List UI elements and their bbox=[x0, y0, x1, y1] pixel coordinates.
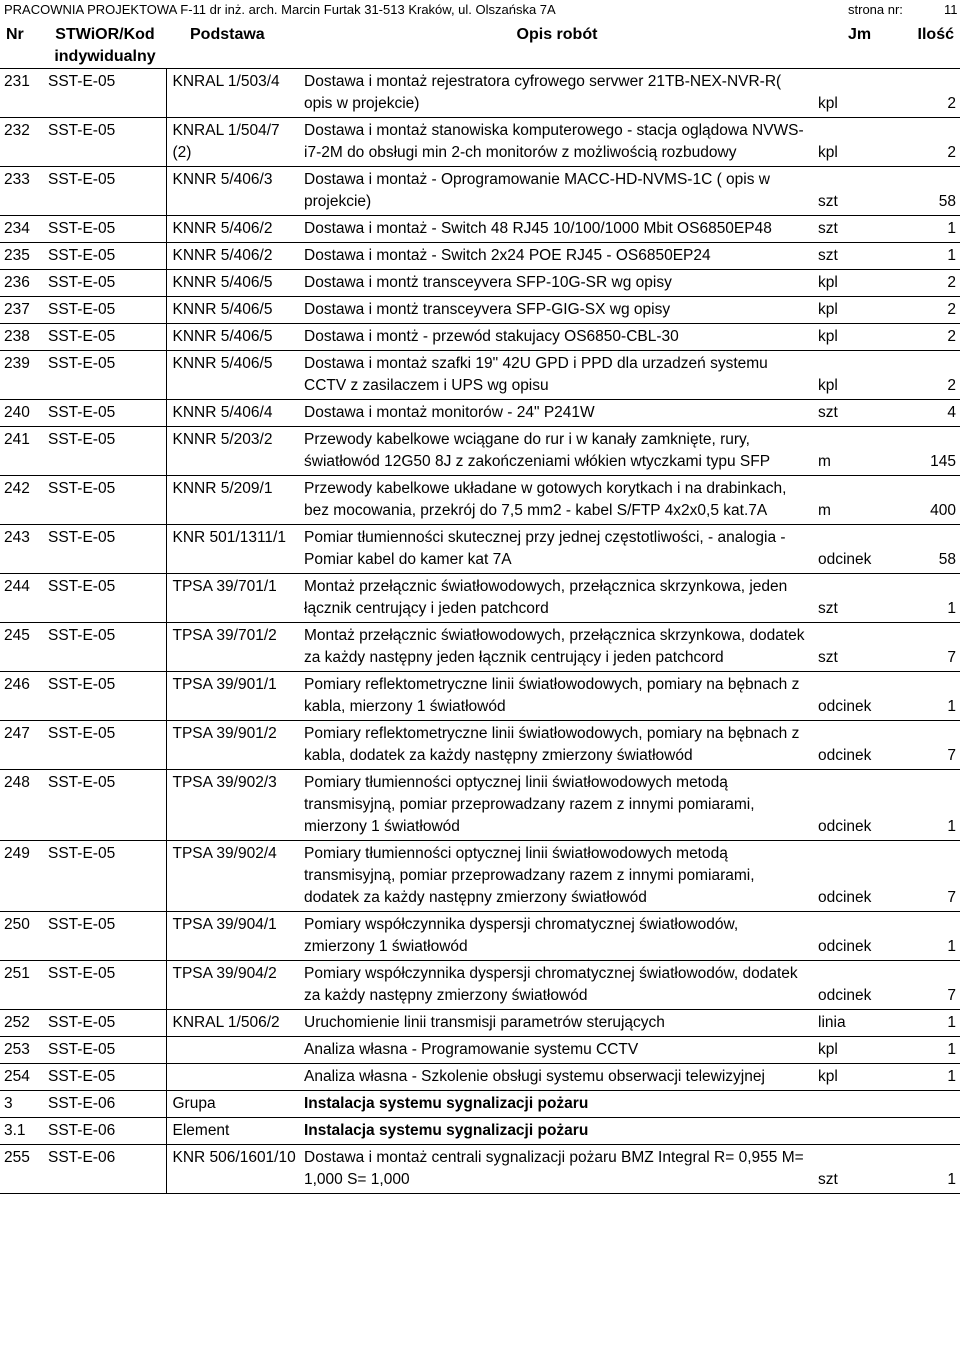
cell-jm: odcinek bbox=[814, 525, 908, 574]
table-row bbox=[0, 1010, 960, 1037]
cell-opis: Pomiary współczynnika dyspersji chromatycznej światłowodów, dodatek za każdy następny zmierzony światłowód bbox=[300, 961, 814, 1010]
cell-ilosc: 58 bbox=[908, 525, 960, 574]
cell-nr: 232 bbox=[0, 118, 44, 167]
table-row bbox=[0, 216, 960, 243]
table-row bbox=[0, 961, 960, 1010]
cell-kod: SST-E-05 bbox=[44, 216, 166, 243]
page-number-label: strona nr: bbox=[848, 2, 903, 17]
table-row bbox=[0, 841, 960, 912]
table-row bbox=[0, 270, 960, 297]
cell-kod: SST-E-05 bbox=[44, 574, 166, 623]
table-row bbox=[0, 1091, 960, 1118]
firm-header-text: PRACOWNIA PROJEKTOWA F-11 dr inż. arch. Marcin Furtak 31-513 Kraków, ul. Olszańska 7A bbox=[4, 2, 556, 17]
column-header-jm: Jm bbox=[814, 22, 908, 69]
cell-ilosc: 1 bbox=[908, 1037, 960, 1064]
cell-opis: Dostawa i montż - przewód stakujacy OS6850-CBL-30 bbox=[300, 324, 814, 351]
column-header-nr: Nr bbox=[0, 22, 44, 69]
cell-ilosc: 4 bbox=[908, 400, 960, 427]
cell-ilosc: 7 bbox=[908, 961, 960, 1010]
cell-podstawa: KNNR 5/203/2 bbox=[166, 427, 300, 476]
page-number: 11 bbox=[944, 2, 958, 17]
cell-podstawa: KNNR 5/406/5 bbox=[166, 270, 300, 297]
table-body bbox=[0, 69, 960, 1194]
cell-kod: SST-E-05 bbox=[44, 476, 166, 525]
cell-ilosc: 7 bbox=[908, 721, 960, 770]
cell-ilosc: 2 bbox=[908, 69, 960, 118]
cell-ilosc: 58 bbox=[908, 167, 960, 216]
cell-opis: Dostawa i montaż rejestratora cyfrowego servwer 21TB-NEX-NVR-R( opis w projekcie) bbox=[300, 69, 814, 118]
cell-podstawa: TPSA 39/901/2 bbox=[166, 721, 300, 770]
cell-podstawa: TPSA 39/904/1 bbox=[166, 912, 300, 961]
cell-nr: 249 bbox=[0, 841, 44, 912]
cell-podstawa: KNNR 5/406/3 bbox=[166, 167, 300, 216]
cell-ilosc: 1 bbox=[908, 216, 960, 243]
cell-nr: 246 bbox=[0, 672, 44, 721]
cell-nr: 248 bbox=[0, 770, 44, 841]
cell-nr: 241 bbox=[0, 427, 44, 476]
cell-ilosc: 2 bbox=[908, 351, 960, 400]
table-row bbox=[0, 351, 960, 400]
cell-ilosc: 400 bbox=[908, 476, 960, 525]
cell-opis: Pomiary tłumienności optycznej linii światłowodowych metodą transmisyjną, pomiar przeprowadzany razem z innymi pomiarami, dodatek za każdy następny zmierzony światłowód bbox=[300, 841, 814, 912]
cell-nr: 251 bbox=[0, 961, 44, 1010]
cell-kod: SST-E-05 bbox=[44, 912, 166, 961]
table-row bbox=[0, 1064, 960, 1091]
cell-opis: Dostawa i montaż - Oprogramowanie MACC-HD-NVMS-1C ( opis w projekcie) bbox=[300, 167, 814, 216]
cell-opis: Pomiary tłumienności optycznej linii światłowodowych metodą transmisyjną, pomiar przeprowadzany razem z innymi pomiarami, mierzony 1 światłowód bbox=[300, 770, 814, 841]
cell-kod: SST-E-05 bbox=[44, 324, 166, 351]
cell-podstawa: TPSA 39/701/1 bbox=[166, 574, 300, 623]
cell-ilosc: 2 bbox=[908, 297, 960, 324]
cell-ilosc: 1 bbox=[908, 574, 960, 623]
cell-opis: Uruchomienie linii transmisji parametrów sterujących bbox=[300, 1010, 814, 1037]
cell-jm: szt bbox=[814, 167, 908, 216]
cell-jm: szt bbox=[814, 1145, 908, 1194]
cell-podstawa: Grupa bbox=[166, 1091, 300, 1118]
cell-jm: odcinek bbox=[814, 721, 908, 770]
cell-opis: Pomiary reflektometryczne linii światłowodowych, pomiary na bębnach z kabla, mierzony 1 światłowód bbox=[300, 672, 814, 721]
cell-kod: SST-E-05 bbox=[44, 770, 166, 841]
cell-kod: SST-E-05 bbox=[44, 351, 166, 400]
cell-jm: kpl bbox=[814, 270, 908, 297]
table-row bbox=[0, 770, 960, 841]
cell-jm: kpl bbox=[814, 297, 908, 324]
cell-kod: SST-E-05 bbox=[44, 1064, 166, 1091]
cell-jm: odcinek bbox=[814, 770, 908, 841]
cell-kod: SST-E-05 bbox=[44, 721, 166, 770]
cell-opis: Analiza własna - Programowanie systemu CCTV bbox=[300, 1037, 814, 1064]
cell-kod: SST-E-05 bbox=[44, 672, 166, 721]
cell-opis: Montaż przełącznic światłowodowych, przełącznica skrzynkowa, dodatek za każdy następny jeden łącznik centrujący i jeden patchcord bbox=[300, 623, 814, 672]
cell-kod: SST-E-05 bbox=[44, 270, 166, 297]
cell-jm: kpl bbox=[814, 69, 908, 118]
cell-nr: 255 bbox=[0, 1145, 44, 1194]
column-header-podstawa: Podstawa bbox=[166, 22, 300, 69]
table-row bbox=[0, 1118, 960, 1145]
cell-jm: kpl bbox=[814, 1037, 908, 1064]
cell-podstawa: KNNR 5/209/1 bbox=[166, 476, 300, 525]
page-header bbox=[0, 0, 960, 22]
cell-opis: Instalacja systemu sygnalizacji pożaru bbox=[300, 1091, 814, 1118]
cell-ilosc: 1 bbox=[908, 1010, 960, 1037]
cell-jm: odcinek bbox=[814, 672, 908, 721]
table-row bbox=[0, 167, 960, 216]
table-row bbox=[0, 427, 960, 476]
cell-nr: 233 bbox=[0, 167, 44, 216]
table-row bbox=[0, 476, 960, 525]
cell-jm: m bbox=[814, 476, 908, 525]
cell-podstawa: Element bbox=[166, 1118, 300, 1145]
table-row bbox=[0, 672, 960, 721]
cell-podstawa: TPSA 39/902/3 bbox=[166, 770, 300, 841]
cell-kod: SST-E-05 bbox=[44, 961, 166, 1010]
cell-jm: odcinek bbox=[814, 912, 908, 961]
table-row bbox=[0, 721, 960, 770]
cell-opis: Dostawa i montaż - Switch 2x24 POE RJ45 - OS6850EP24 bbox=[300, 243, 814, 270]
cell-kod: SST-E-05 bbox=[44, 243, 166, 270]
table-row bbox=[0, 324, 960, 351]
cell-ilosc: 2 bbox=[908, 324, 960, 351]
table-row bbox=[0, 1145, 960, 1194]
cell-podstawa: KNNR 5/406/5 bbox=[166, 351, 300, 400]
cell-opis: Dostawa i montż transceyvera SFP-GIG-SX wg opisy bbox=[300, 297, 814, 324]
cell-kod: SST-E-06 bbox=[44, 1145, 166, 1194]
cell-kod: SST-E-05 bbox=[44, 525, 166, 574]
cell-podstawa: TPSA 39/701/2 bbox=[166, 623, 300, 672]
cell-jm: szt bbox=[814, 623, 908, 672]
table-row bbox=[0, 400, 960, 427]
cell-ilosc: 1 bbox=[908, 1145, 960, 1194]
cell-opis: Pomiary współczynnika dyspersji chromatycznej światłowodów, zmierzony 1 światłowód bbox=[300, 912, 814, 961]
table-header-row bbox=[0, 22, 960, 69]
cell-podstawa: KNRAL 1/506/2 bbox=[166, 1010, 300, 1037]
cell-jm: m bbox=[814, 427, 908, 476]
cell-opis: Montaż przełącznic światłowodowych, przełącznica skrzynkowa, jeden łącznik centrujący i jeden patchcord bbox=[300, 574, 814, 623]
cell-nr: 254 bbox=[0, 1064, 44, 1091]
cell-jm: linia bbox=[814, 1010, 908, 1037]
cell-nr: 247 bbox=[0, 721, 44, 770]
table-row bbox=[0, 69, 960, 118]
table-row bbox=[0, 912, 960, 961]
cell-nr: 231 bbox=[0, 69, 44, 118]
cell-kod: SST-E-05 bbox=[44, 400, 166, 427]
cell-ilosc bbox=[908, 1091, 960, 1118]
cell-opis: Dostawa i montaż stanowiska komputerowego - stacja oglądowa NVWS-i7-2M do obsługi min 2-ch monitorów z możliwością rozbudowy bbox=[300, 118, 814, 167]
cost-estimate-table bbox=[0, 22, 960, 1194]
cell-opis: Dostawa i montż transceyvera SFP-10G-SR wg opisy bbox=[300, 270, 814, 297]
cell-ilosc: 1 bbox=[908, 912, 960, 961]
cell-opis: Analiza własna - Szkolenie obsługi systemu obserwacji telewizyjnej bbox=[300, 1064, 814, 1091]
column-header-ilosc: Ilość bbox=[908, 22, 960, 69]
cell-podstawa: KNNR 5/406/2 bbox=[166, 243, 300, 270]
table-row bbox=[0, 525, 960, 574]
cell-jm: szt bbox=[814, 216, 908, 243]
cell-jm: kpl bbox=[814, 1064, 908, 1091]
cell-nr: 236 bbox=[0, 270, 44, 297]
cell-nr: 245 bbox=[0, 623, 44, 672]
cell-nr: 234 bbox=[0, 216, 44, 243]
cell-jm bbox=[814, 1118, 908, 1145]
cell-opis: Dostawa i montaż monitorów - 24" P241W bbox=[300, 400, 814, 427]
cell-jm: kpl bbox=[814, 118, 908, 167]
cell-kod: SST-E-06 bbox=[44, 1091, 166, 1118]
cell-ilosc: 1 bbox=[908, 243, 960, 270]
cell-nr: 244 bbox=[0, 574, 44, 623]
table-row bbox=[0, 574, 960, 623]
cell-jm: odcinek bbox=[814, 961, 908, 1010]
cell-podstawa bbox=[166, 1064, 300, 1091]
column-header-kod: STWiOR/Kod indywidualny bbox=[44, 22, 166, 69]
cell-opis: Dostawa i montaż centrali sygnalizacji pożaru BMZ Integral R= 0,955 M= 1,000 S= 1,000 bbox=[300, 1145, 814, 1194]
cell-jm: szt bbox=[814, 400, 908, 427]
cell-kod: SST-E-05 bbox=[44, 69, 166, 118]
cell-podstawa: KNNR 5/406/5 bbox=[166, 297, 300, 324]
cell-podstawa: KNNR 5/406/4 bbox=[166, 400, 300, 427]
cell-nr: 240 bbox=[0, 400, 44, 427]
cell-opis: Dostawa i montaż - Switch 48 RJ45 10/100/1000 Mbit OS6850EP48 bbox=[300, 216, 814, 243]
cell-jm: kpl bbox=[814, 351, 908, 400]
cell-nr: 242 bbox=[0, 476, 44, 525]
cell-kod: SST-E-05 bbox=[44, 1010, 166, 1037]
cell-opis: Przewody kabelkowe układane w gotowych korytkach i na drabinkach, bez mocowania, przekrój do 7,5 mm2 - kabel S/FTP 4x2x0,5 kat.7A bbox=[300, 476, 814, 525]
cell-opis: Przewody kabelkowe wciągane do rur i w kanały zamknięte, rury, światłowód 12G50 8J z zakończeniami włókien wtyczkami typu SFP bbox=[300, 427, 814, 476]
cell-ilosc: 145 bbox=[908, 427, 960, 476]
cell-opis: Dostawa i montaż szafki 19" 42U GPD i PPD dla urzadzeń systemu CCTV z zasilaczem i UPS wg opisu bbox=[300, 351, 814, 400]
cell-nr: 237 bbox=[0, 297, 44, 324]
cell-ilosc bbox=[908, 1118, 960, 1145]
cell-ilosc: 1 bbox=[908, 770, 960, 841]
cell-nr: 3 bbox=[0, 1091, 44, 1118]
cell-nr: 235 bbox=[0, 243, 44, 270]
table-row bbox=[0, 623, 960, 672]
cell-nr: 250 bbox=[0, 912, 44, 961]
cell-nr: 253 bbox=[0, 1037, 44, 1064]
cell-ilosc: 7 bbox=[908, 623, 960, 672]
cell-ilosc: 2 bbox=[908, 118, 960, 167]
cell-podstawa: KNNR 5/406/2 bbox=[166, 216, 300, 243]
table-row bbox=[0, 243, 960, 270]
cell-kod: SST-E-05 bbox=[44, 841, 166, 912]
cell-jm: kpl bbox=[814, 324, 908, 351]
cell-kod: SST-E-05 bbox=[44, 297, 166, 324]
column-header-opis: Opis robót bbox=[300, 22, 814, 69]
cell-kod: SST-E-05 bbox=[44, 118, 166, 167]
cell-podstawa bbox=[166, 1037, 300, 1064]
cell-kod: SST-E-05 bbox=[44, 427, 166, 476]
cell-podstawa: KNRAL 1/504/7 (2) bbox=[166, 118, 300, 167]
cell-jm: szt bbox=[814, 243, 908, 270]
cell-podstawa: TPSA 39/904/2 bbox=[166, 961, 300, 1010]
table-row bbox=[0, 118, 960, 167]
cell-podstawa: TPSA 39/901/1 bbox=[166, 672, 300, 721]
cell-kod: SST-E-05 bbox=[44, 623, 166, 672]
cell-opis: Pomiar tłumienności skutecznej przy jednej częstotliwości, - analogia - Pomiar kabel do kamer kat 7A bbox=[300, 525, 814, 574]
cell-opis: Pomiary reflektometryczne linii światłowodowych, pomiary na bębnach z kabla, dodatek za każdy następny zmierzony światłowód bbox=[300, 721, 814, 770]
cell-podstawa: TPSA 39/902/4 bbox=[166, 841, 300, 912]
cell-nr: 239 bbox=[0, 351, 44, 400]
cell-podstawa: KNRAL 1/503/4 bbox=[166, 69, 300, 118]
cell-kod: SST-E-05 bbox=[44, 167, 166, 216]
cell-ilosc: 1 bbox=[908, 1064, 960, 1091]
cell-kod: SST-E-05 bbox=[44, 1037, 166, 1064]
table-row bbox=[0, 297, 960, 324]
cell-kod: SST-E-06 bbox=[44, 1118, 166, 1145]
cell-ilosc: 7 bbox=[908, 841, 960, 912]
cell-ilosc: 1 bbox=[908, 672, 960, 721]
cell-jm bbox=[814, 1091, 908, 1118]
cell-podstawa: KNR 501/1311/1 bbox=[166, 525, 300, 574]
cell-opis: Instalacja systemu sygnalizacji pożaru bbox=[300, 1118, 814, 1145]
cell-jm: odcinek bbox=[814, 841, 908, 912]
table-row bbox=[0, 1037, 960, 1064]
cell-nr: 252 bbox=[0, 1010, 44, 1037]
cell-podstawa: KNNR 5/406/5 bbox=[166, 324, 300, 351]
cell-jm: szt bbox=[814, 574, 908, 623]
cell-nr: 243 bbox=[0, 525, 44, 574]
cell-nr: 3.1 bbox=[0, 1118, 44, 1145]
cell-nr: 238 bbox=[0, 324, 44, 351]
cell-podstawa: KNR 506/1601/10 bbox=[166, 1145, 300, 1194]
cell-ilosc: 2 bbox=[908, 270, 960, 297]
